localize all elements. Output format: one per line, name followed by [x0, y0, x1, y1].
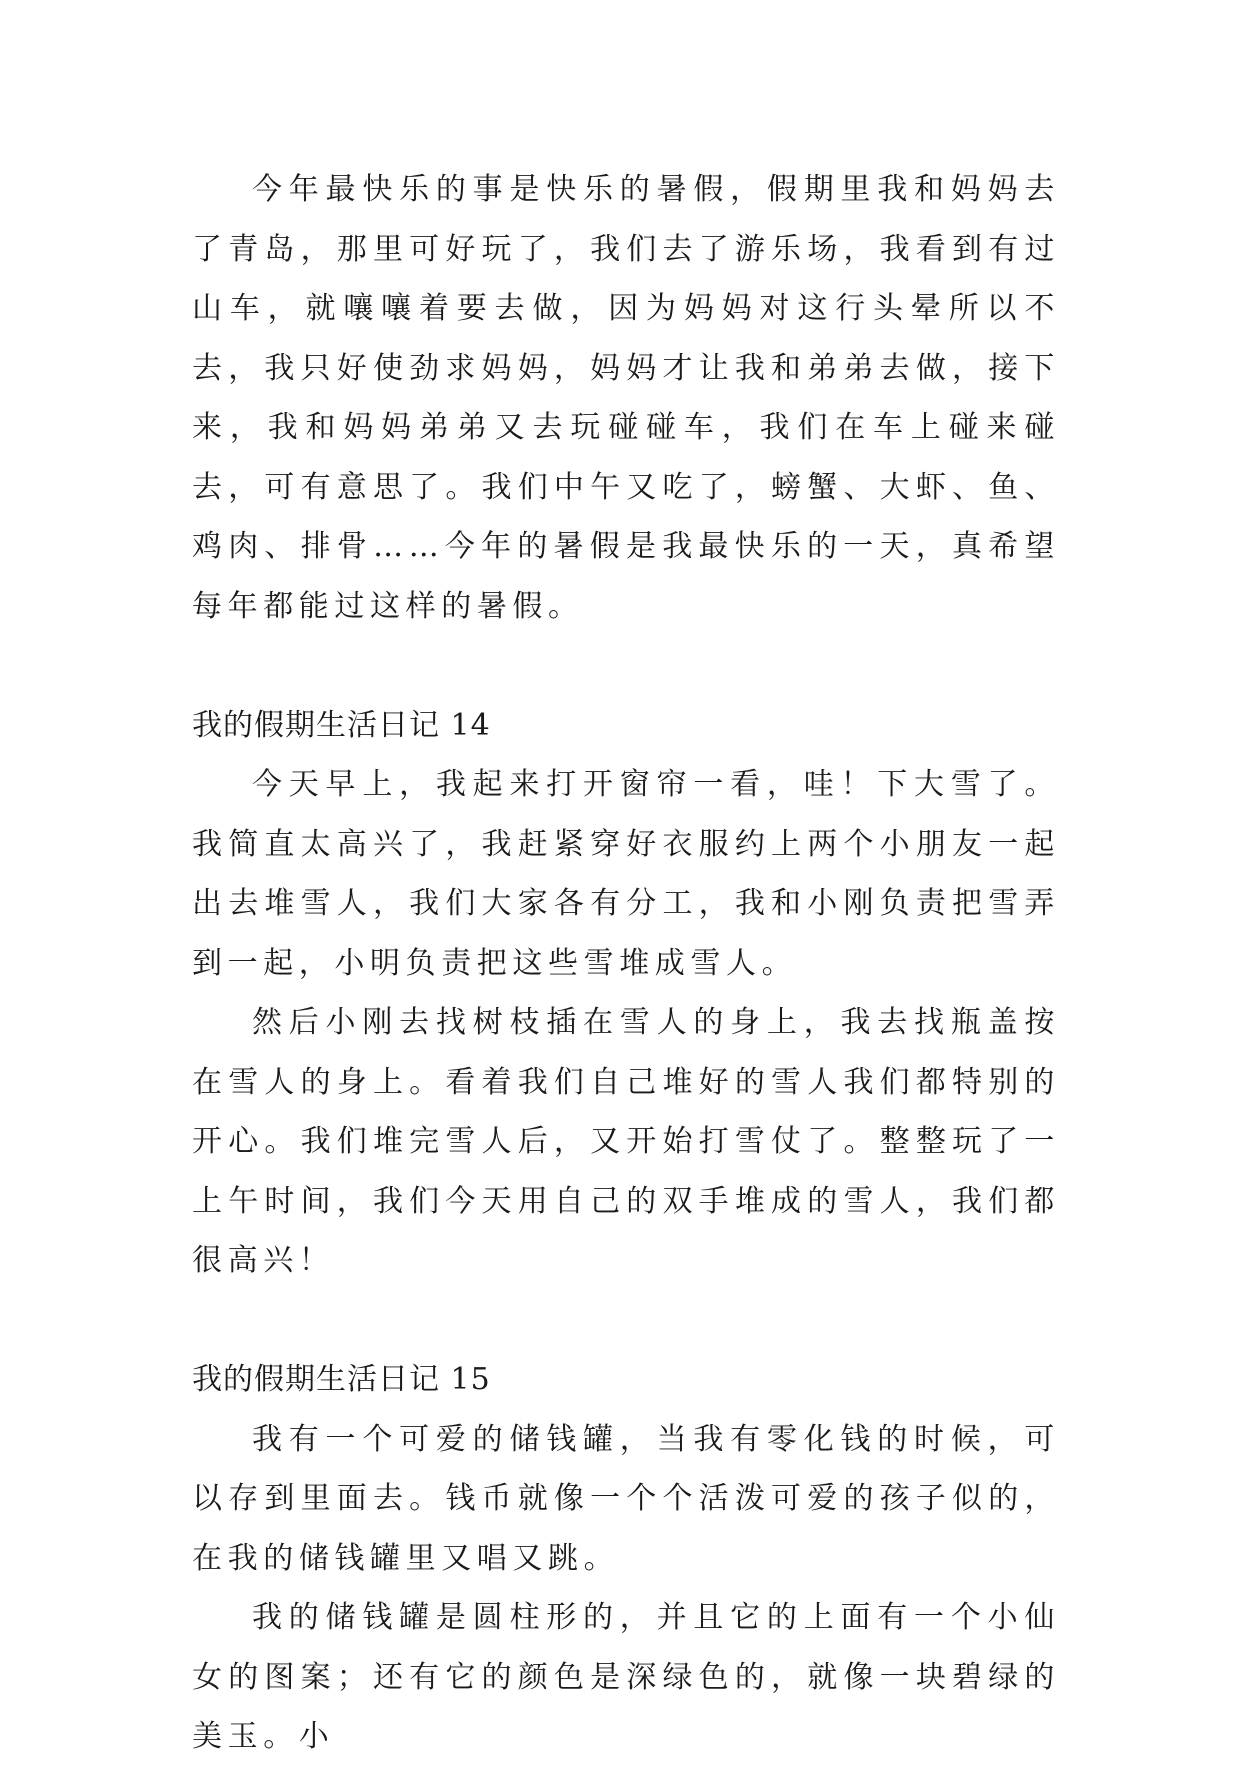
- section-spacer: [192, 636, 1060, 696]
- diary-15-paragraph-1: 我有一个可爱的储钱罐，当我有零化钱的时候，可以存到里面去。钱币就像一个个活泼可爱的孩子似的，在我的储钱罐里又唱又跳。: [192, 1421, 1060, 1576]
- diary-15-title: 我的假期生活日记 15: [192, 1362, 491, 1397]
- diary-14-paragraph-1: 今天早上，我起来打开窗帘一看，哇！下大雪了。我简直太高兴了，我赶紧穿好衣服约上两个小朋友一起出去堆雪人，我们大家各有分工，我和小刚负责把雪弄到一起，小明负责把这些雪堆成雪人。: [192, 767, 1060, 981]
- section-spacer: [192, 1291, 1060, 1351]
- diary-14-paragraph-2: 然后小刚去找树枝插在雪人的身上，我去找瓶盖按在雪人的身上。看着我们自己堆好的雪人我们都特别的开心。我们堆完雪人后，又开始打雪仗了。整整玩了一上午时间，我们今天用自己的双手堆成的雪人，我们都很高兴！: [192, 1005, 1060, 1278]
- diary-15-paragraph-2: 我的储钱罐是圆柱形的，并且它的上面有一个小仙女的图案；还有它的颜色是深绿色的，就像一块碧绿的美玉。小: [192, 1600, 1060, 1754]
- intro-paragraph: 今年最快乐的事是快乐的暑假，假期里我和妈妈去了青岛，那里可好玩了，我们去了游乐场，我看到有过山车，就嚷嚷着要去做，因为妈妈对这行头晕所以不去，我只好使劲求妈妈，妈妈才让我和弟弟去做，接下来，我和妈妈弟弟又去玩碰碰车，我们在车上碰来碰去，可有意思了。我们中午又吃了，螃蟹、大虾、鱼、鸡肉、排骨……今年的暑假是我最快乐的一天，真希望每年都能过这样的暑假。: [192, 172, 1060, 624]
- document-body: [192, 160, 1060, 1767]
- diary-14-title: 我的假期生活日记 14: [192, 707, 491, 743]
